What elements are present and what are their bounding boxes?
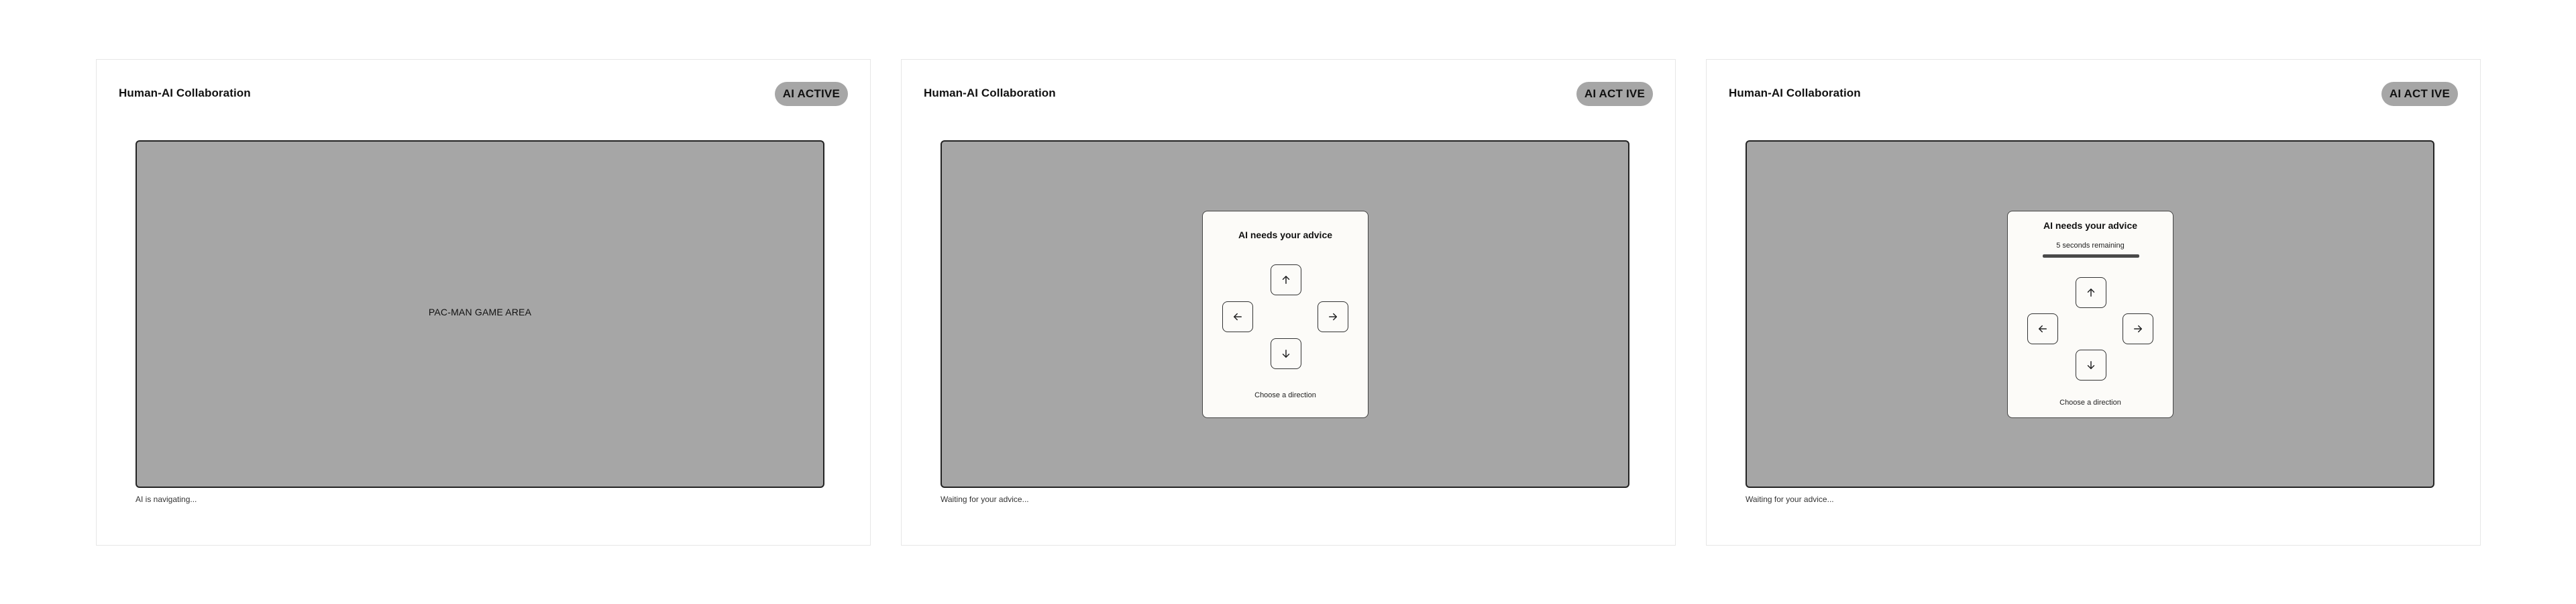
status-text: Waiting for your advice... <box>941 495 1029 504</box>
advice-modal <box>1202 211 1368 418</box>
timer-progress-bar <box>2043 254 2139 258</box>
modal-title: AI needs your advice <box>1238 230 1333 240</box>
advice-modal <box>2007 211 2174 418</box>
modal-hint: Choose a direction <box>1254 391 1316 399</box>
modal-title: AI needs your advice <box>2043 220 2138 231</box>
panel-1 <box>96 59 871 546</box>
arrow-down-icon <box>2085 359 2097 371</box>
timer-progress-fill <box>2043 254 2139 258</box>
game-area-label: PAC-MAN GAME AREA <box>428 307 532 317</box>
arrow-right-icon <box>1327 311 1339 323</box>
direction-down-button[interactable] <box>1271 338 1301 369</box>
status-badge: AI ACTIVE <box>775 82 848 106</box>
arrow-up-icon <box>2085 287 2097 299</box>
direction-left-button[interactable] <box>2027 313 2058 344</box>
direction-down-button[interactable] <box>2076 350 2106 381</box>
arrow-right-icon <box>2132 323 2144 335</box>
panel-title: Human-AI Collaboration <box>119 87 251 99</box>
arrow-left-icon <box>1232 311 1244 323</box>
direction-left-button[interactable] <box>1222 301 1253 332</box>
arrow-down-icon <box>1280 348 1292 360</box>
panel-2 <box>901 59 1676 546</box>
direction-right-button[interactable] <box>2123 313 2153 344</box>
game-area[interactable] <box>136 140 824 488</box>
direction-up-button[interactable] <box>1271 264 1301 295</box>
direction-up-button[interactable] <box>2076 277 2106 308</box>
arrow-up-icon <box>1280 274 1292 286</box>
panel-3 <box>1706 59 2481 546</box>
timer-text: 5 seconds remaining <box>2056 242 2125 250</box>
status-text: Waiting for your advice... <box>1746 495 1834 504</box>
panel-title: Human-AI Collaboration <box>1729 87 1861 99</box>
game-area <box>941 140 1629 488</box>
arrow-left-icon <box>2037 323 2049 335</box>
status-badge: AI ACT IVE <box>1576 82 1653 106</box>
status-text: AI is navigating... <box>136 495 197 504</box>
panel-title: Human-AI Collaboration <box>924 87 1056 99</box>
status-badge: AI ACT IVE <box>2381 82 2458 106</box>
game-area <box>1746 140 2434 488</box>
modal-hint: Choose a direction <box>2059 399 2121 407</box>
direction-right-button[interactable] <box>1318 301 1348 332</box>
